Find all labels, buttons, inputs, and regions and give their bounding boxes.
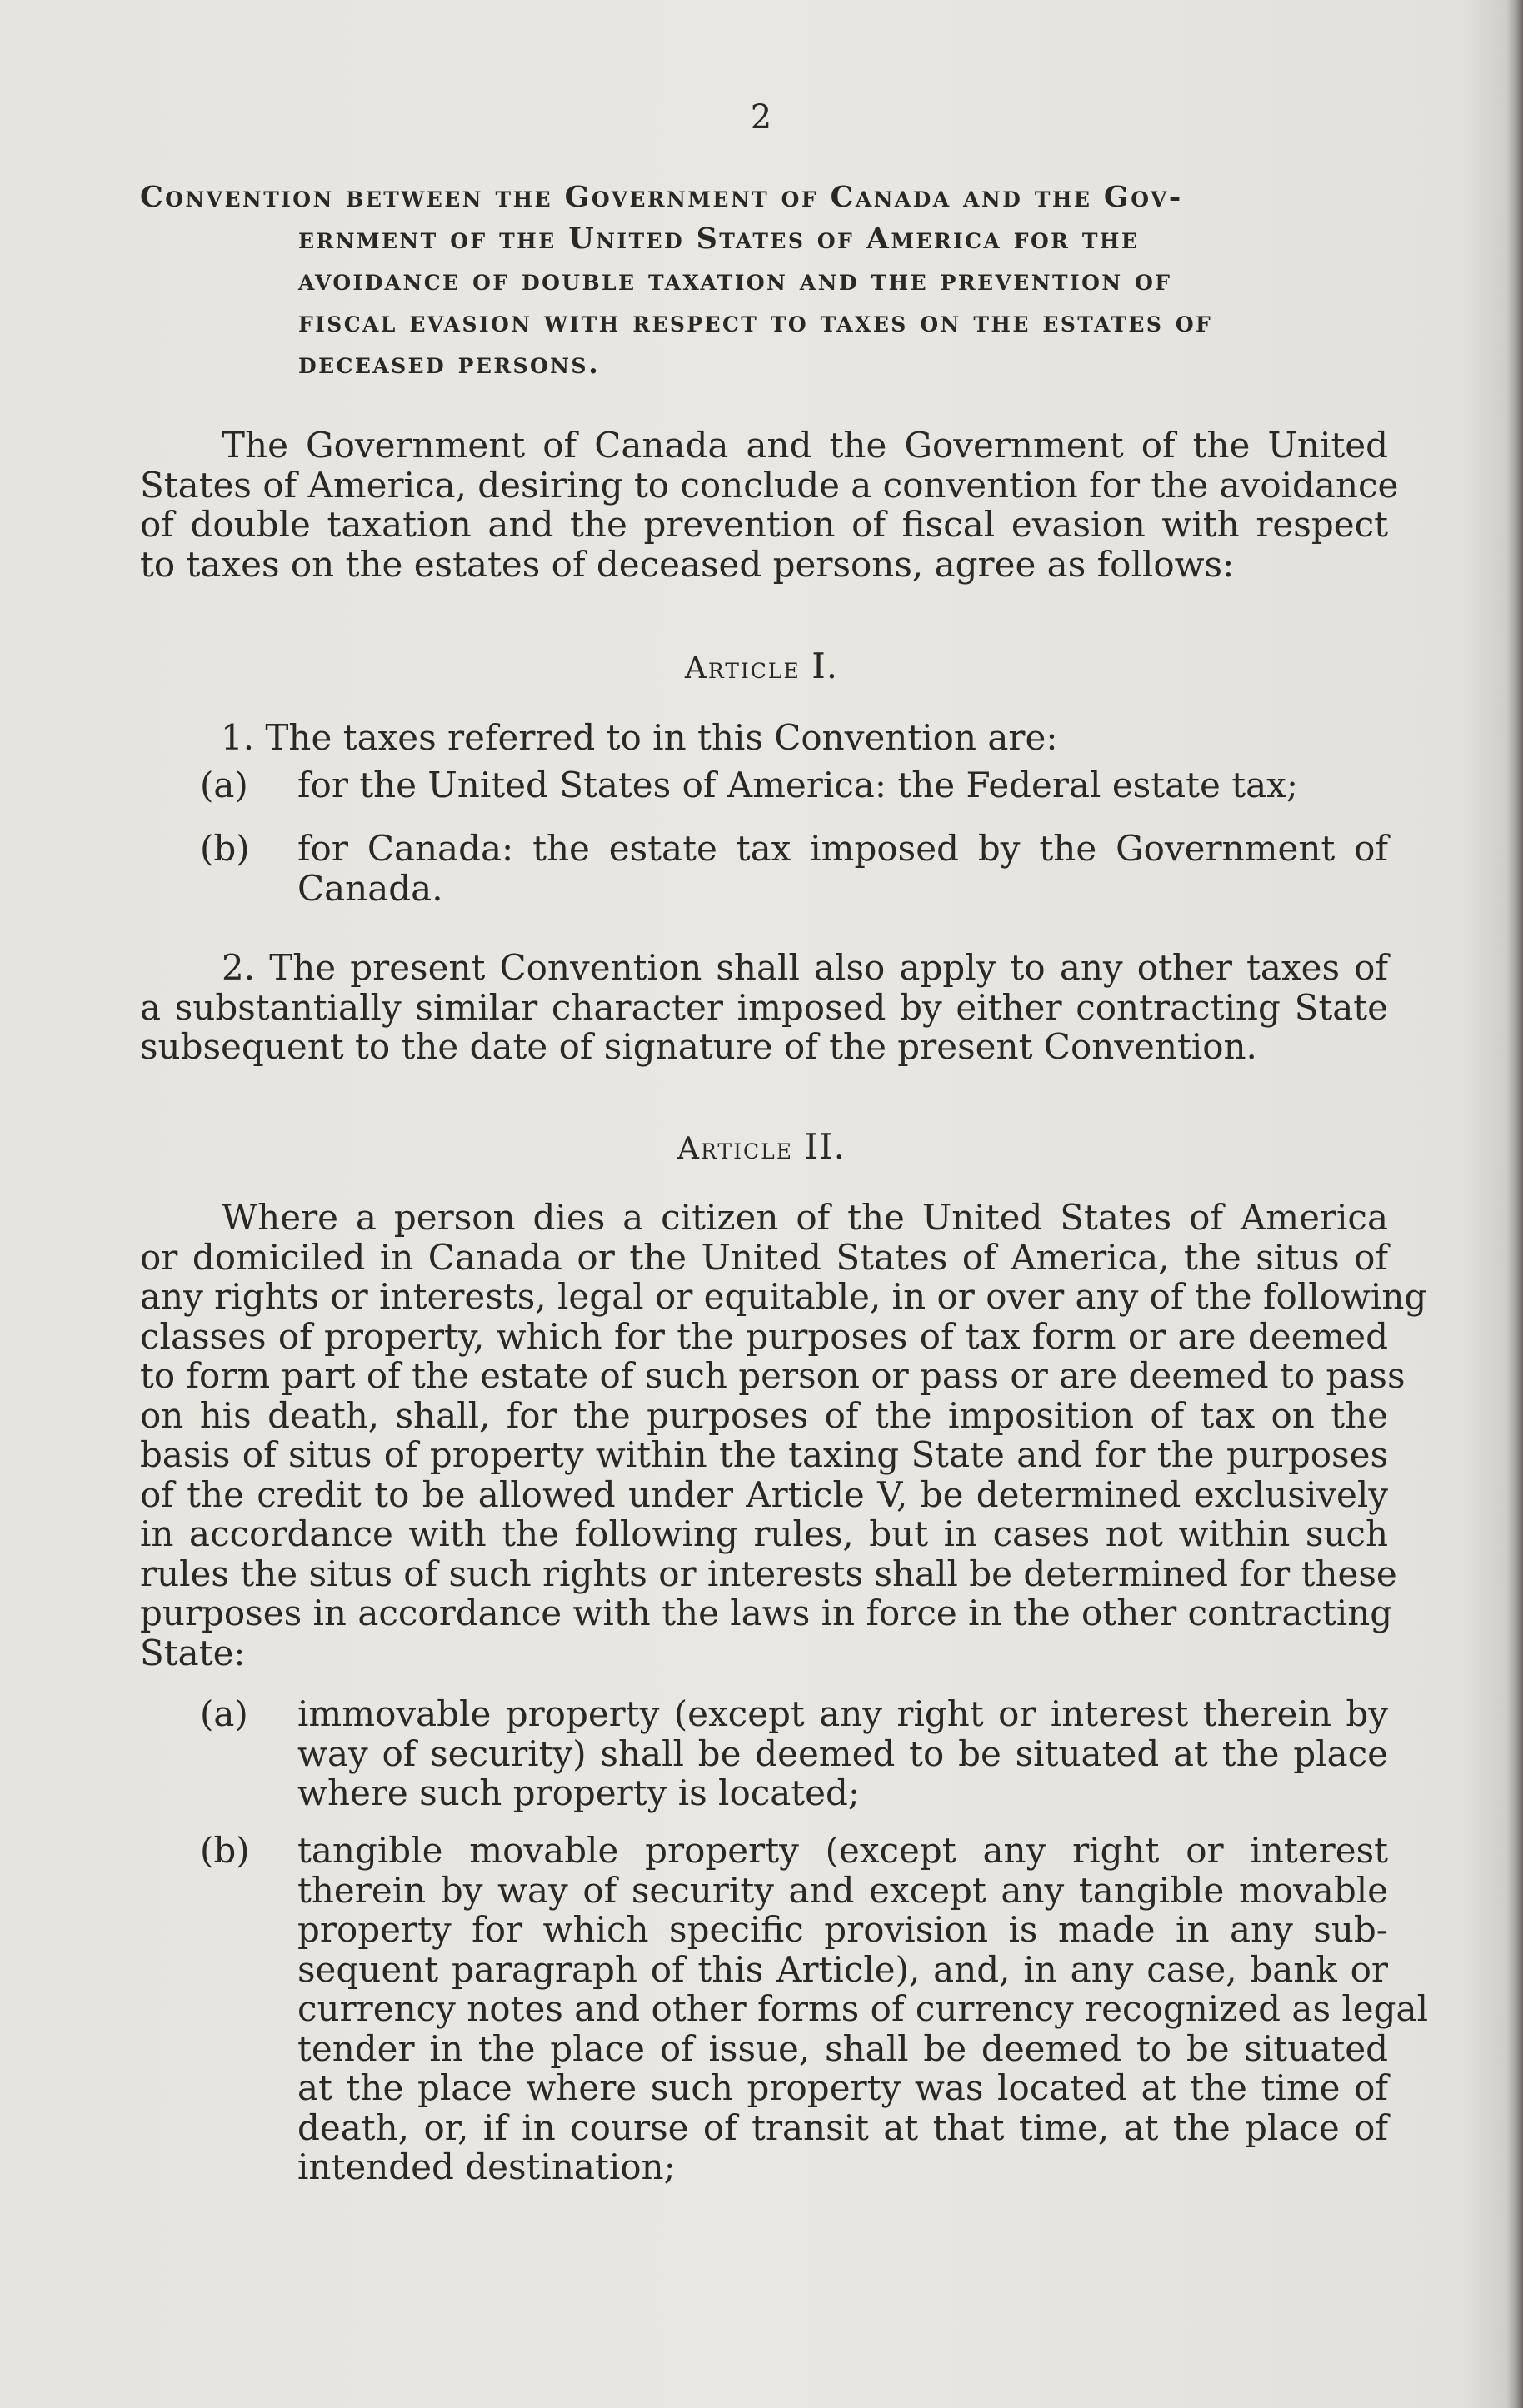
- title-line: ernment of the United States of America for the: [298, 222, 1140, 256]
- title-line: fiscal evasion with respect to taxes on the estates of: [298, 305, 1213, 339]
- paragraph-line: States of America, desiring to conclude a convention for the avoidance: [140, 464, 1399, 506]
- article-heading-numeral: II.: [804, 1126, 846, 1167]
- paragraph-line: or domiciled in Canada or the United States of America, the situs of: [140, 1236, 1388, 1278]
- article-1-paragraph-1: 1. The taxes referred to in this Convention are:: [221, 717, 1058, 758]
- item-marker: (b): [200, 1830, 250, 1871]
- paragraph-line: a substantially similar character imposed by either contracting State: [140, 986, 1388, 1028]
- item-text: [297, 1694, 1388, 1813]
- paragraph-line: any rights or interests, legal or equitable, in or over any of the following: [140, 1276, 1427, 1317]
- paragraph-line: to form part of the estate of such person or pass or are deemed to pass: [140, 1355, 1406, 1396]
- title-line: Convention between the Government of Canada and the Gov-: [140, 180, 1183, 214]
- paragraph-line: purposes in accordance with the laws in force in the other contracting: [140, 1593, 1393, 1633]
- paragraph-line: rules the situs of such rights or interests shall be determined for these: [140, 1553, 1397, 1594]
- item-line: for Canada: the estate tax imposed by the Government of: [297, 828, 1388, 869]
- item-text: [297, 829, 1388, 908]
- paragraph-line: of the credit to be allowed under Article V, be determined exclusively: [140, 1473, 1388, 1515]
- item-line: sequent paragraph of this Article), and, in any case, bank or: [297, 1948, 1388, 1990]
- preamble-paragraph: [140, 425, 1399, 585]
- article-1-heading: [0, 646, 1523, 686]
- paragraph-line: classes of property, which for the purposes of tax form or are deemed: [140, 1315, 1388, 1357]
- paragraph-line: State:: [140, 1632, 246, 1673]
- convention-title: [140, 177, 1390, 385]
- item-line: death, or, if in course of transit at that time, at the place of: [297, 2106, 1388, 2148]
- title-line: avoidance of double taxation and the prevention of: [298, 263, 1172, 297]
- item-text: [297, 765, 1388, 805]
- article-2-body: [140, 1197, 1427, 1673]
- page-edge-shadow: [1506, 0, 1523, 2408]
- item-line: tender in the place of issue, shall be deemed to be situated: [297, 2027, 1388, 2069]
- page-number: 2: [750, 98, 773, 137]
- item-line: property for which specific provision is made in any sub-: [297, 1909, 1388, 1950]
- item-line: way of security) shall be deemed to be situated at the place: [297, 1732, 1388, 1774]
- item-line: tangible movable property (except any right or interest: [297, 1830, 1388, 1871]
- article-1-paragraph-2: [140, 948, 1388, 1067]
- paragraph-line: Where a person dies a citizen of the United States of America: [222, 1197, 1388, 1238]
- paragraph-line: to taxes on the estates of deceased persons, agree as follows:: [140, 543, 1235, 585]
- paragraph-line: basis of situs of property within the taxing State and for the purposes: [140, 1434, 1388, 1475]
- item-line: currency notes and other forms of currency recognized as legal: [297, 1988, 1429, 2029]
- article-heading-numeral: I.: [811, 646, 839, 686]
- paragraph-line: 2. The present Convention shall also apply to any other taxes of: [222, 947, 1388, 988]
- paragraph-line: subsequent to the date of signature of the present Convention.: [140, 1026, 1257, 1067]
- article-heading-word: Article: [684, 651, 801, 686]
- paragraph-line: The Government of Canada and the Government of the United: [222, 425, 1388, 466]
- item-line: immovable property (except any right or interest therein by: [297, 1693, 1388, 1734]
- item-line: intended destination;: [297, 2146, 676, 2187]
- paragraph-line: in accordance with the following rules, but in cases not within such: [140, 1513, 1388, 1554]
- item-line: for the United States of America: the Federal estate tax;: [297, 765, 1298, 805]
- paragraph-line: on his death, shall, for the purposes of the imposition of tax on the: [140, 1394, 1388, 1436]
- title-line: deceased persons.: [298, 346, 601, 381]
- item-marker: (b): [200, 828, 250, 869]
- item-line: therein by way of security and except any tangible movable: [297, 1869, 1388, 1911]
- item-line: at the place where such property was located at the time of: [297, 2067, 1388, 2108]
- article-2-heading: [0, 1126, 1523, 1167]
- item-text: [297, 1830, 1429, 2187]
- item-line: where such property is located;: [297, 1772, 861, 1813]
- item-marker: (a): [200, 1693, 248, 1734]
- item-line: Canada.: [297, 867, 443, 909]
- item-marker: (a): [200, 765, 248, 805]
- article-heading-word: Article: [677, 1132, 793, 1166]
- paragraph-line: of double taxation and the prevention of fiscal evasion with respect: [140, 504, 1388, 545]
